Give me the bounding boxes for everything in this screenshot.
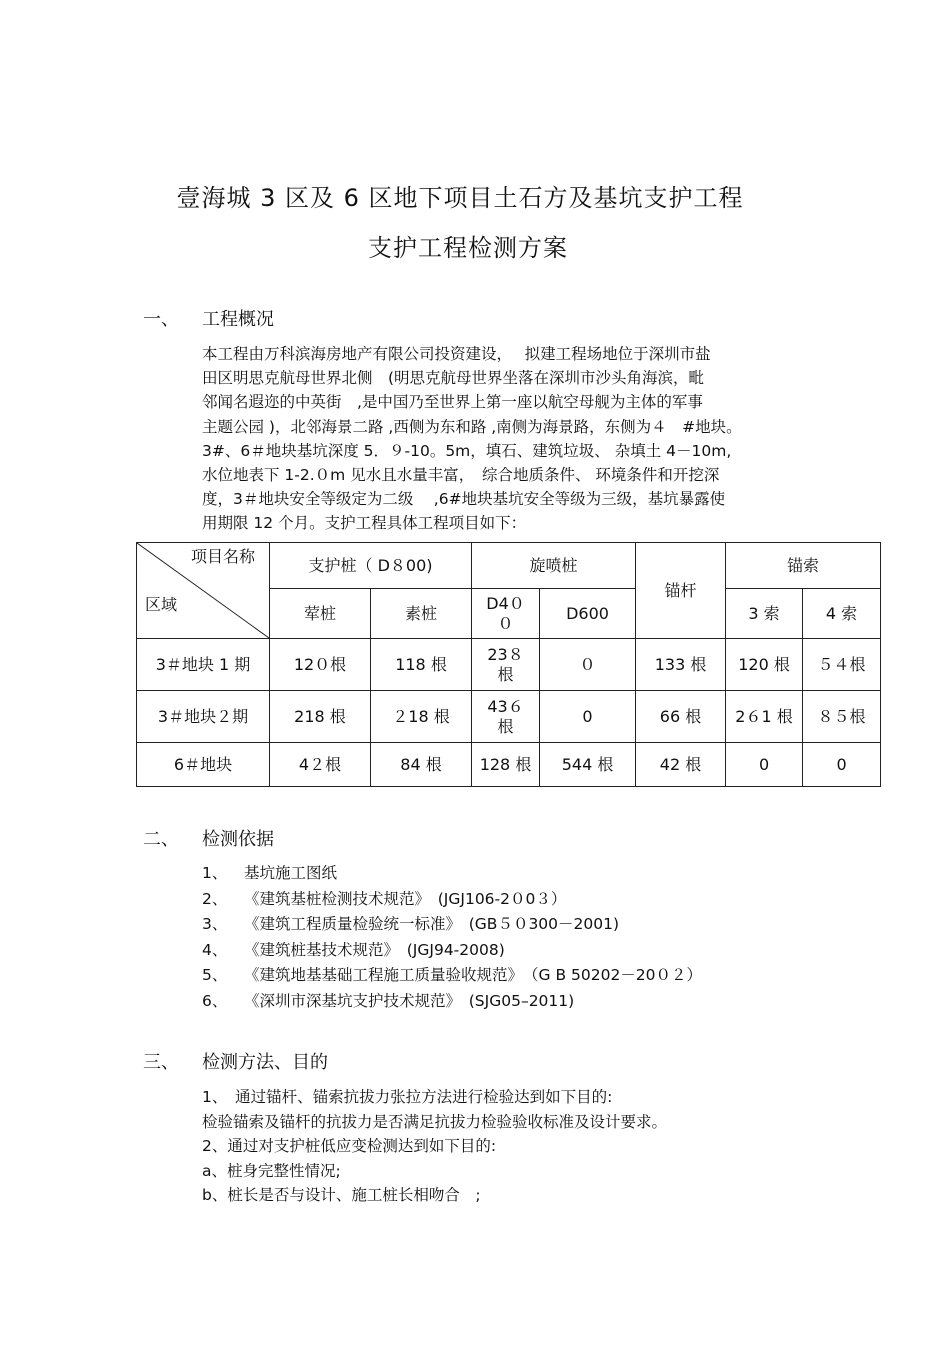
basis-list <box>202 861 702 1014</box>
cell-d600: ０ <box>540 639 636 691</box>
subheader-3-cable: 3 索 <box>726 589 803 639</box>
list-item <box>202 912 702 938</box>
cell-plain-pile: 118 根 <box>371 639 472 691</box>
list-item-text: 《建筑桩基技术规范》 (JGJ94-2008) <box>244 940 505 959</box>
document-title: 壹海城 3 区及 6 区地下项目土石方及基坑支护工程 <box>176 184 744 212</box>
cell-4-cable: ５４根 <box>803 639 881 691</box>
overview-line: 本工程由万科滨海房地产有限公司投资建设， 拟建工程场地位于深圳市盐 <box>202 345 711 363</box>
subheader-d400: D4０ ０ <box>472 589 540 639</box>
section-2-number: 二、 <box>143 829 179 850</box>
list-item-number: 5、 <box>202 966 228 984</box>
cell-4-cable: 0 <box>803 743 881 787</box>
cell-d600: 0 <box>540 691 636 743</box>
cell-area: 3＃地块 1 期 <box>137 639 270 691</box>
section-3-number: 三、 <box>143 1052 179 1073</box>
overview-paragraph <box>202 342 822 536</box>
overview-line: 水位地表下 1-2.０m 见水且水量丰富， 综合地质条件、 环境条件和开挖深 <box>202 466 720 485</box>
method-list <box>202 1085 667 1208</box>
document-subtitle: 支护工程检测方案 <box>368 234 568 262</box>
overview-line: 主题公园 )，北邻海景二路 ,西侧为东和路 ,南侧为海景路，东侧为４ #地块。 <box>202 417 742 436</box>
list-item-number: 3、 <box>202 915 228 933</box>
header-jet-grout-pile: 旋喷桩 <box>472 543 636 589</box>
cell-3-cable: 120 根 <box>726 639 803 691</box>
section-1-title: 工程概况 <box>202 309 274 330</box>
list-item <box>202 963 702 989</box>
method-line: a、桩身完整性情况; <box>202 1161 341 1180</box>
cell-d400: 23８ 根 <box>472 639 540 691</box>
cell-d600: 544 根 <box>540 743 636 787</box>
header-support-pile: 支护桩（ D８00) <box>270 543 472 589</box>
list-item-number: 4、 <box>202 940 228 959</box>
cell-anchor-rod: 42 根 <box>636 743 726 787</box>
table-row <box>137 743 881 787</box>
list-item <box>202 989 702 1015</box>
overview-line: 度，3＃地块安全等级定为二级 ,6#地块基坑安全等级为三级，基坑暴露使 <box>202 490 726 509</box>
list-item-number: 2、 <box>202 889 228 908</box>
table-row <box>137 639 881 691</box>
list-item <box>202 861 702 887</box>
subheader-meat-pile: 荤桩 <box>270 589 371 639</box>
list-item-text: 《建筑地基基础工程施工质量验收规范》 （G B 50202－20０２） <box>244 966 703 984</box>
subheader-d600: D600 <box>540 589 636 639</box>
corner-header-item: 项目名称 <box>190 547 255 566</box>
list-item-text: 《深圳市深基坑支护技术规范》 (SJG05–2011) <box>244 991 575 1010</box>
cell-area: 6＃地块 <box>137 743 270 787</box>
cell-meat-pile: 218 根 <box>270 691 371 743</box>
subheader-4-cable: 4 索 <box>803 589 881 639</box>
list-item-text: 基坑施工图纸 <box>244 864 338 882</box>
overview-line: 用期限 12 个月。支护工程具体工程项目如下： <box>202 514 527 533</box>
method-line: 检验锚索及锚杆的抗拔力是否满足抗拔力检验验收标准及设计要求。 <box>202 1112 668 1131</box>
overview-line: 田区明思克航母世界北侧 (明思克航母世界坐落在深圳市沙头角海滨，毗 <box>202 369 705 388</box>
cell-anchor-rod: 66 根 <box>636 691 726 743</box>
cell-anchor-rod: 133 根 <box>636 639 726 691</box>
overview-line: 邻闻名遐迩的中英街 ,是中国乃至世界上第一座以航空母舰为主体的军事 <box>202 393 703 412</box>
header-anchor-cable: 锚索 <box>726 543 881 589</box>
table-row <box>137 691 881 743</box>
cell-area: 3＃地块２期 <box>137 691 270 743</box>
subheader-plain-pile: 素桩 <box>371 589 472 639</box>
cell-meat-pile: 12０根 <box>270 639 371 691</box>
cell-plain-pile: ２18 根 <box>371 691 472 743</box>
list-item <box>202 887 702 913</box>
section-2-title: 检测依据 <box>202 829 274 850</box>
list-item <box>202 938 702 964</box>
project-table <box>136 542 881 787</box>
cell-d400: 128 根 <box>472 743 540 787</box>
section-3-title: 检测方法、目的 <box>202 1052 328 1073</box>
cell-4-cable: ８５根 <box>803 691 881 743</box>
cell-3-cable: 2６1 根 <box>726 691 803 743</box>
table-corner-cell <box>137 543 270 639</box>
cell-meat-pile: 4２根 <box>270 743 371 787</box>
cell-d400: 43６ 根 <box>472 691 540 743</box>
header-anchor-rod: 锚杆 <box>636 543 726 639</box>
overview-line: 3#、6＃地块基坑深度 5．９-10。5m，填石、建筑垃圾、 杂填土 4－10m, <box>202 441 732 460</box>
method-line: 2、通过对支护桩低应变检测达到如下目的: <box>202 1137 497 1155</box>
cell-plain-pile: 84 根 <box>371 743 472 787</box>
list-item-text: 《建筑基桩检测技术规范》 (JGJ106-2０0３） <box>244 889 567 908</box>
list-item-number: 6、 <box>202 991 228 1010</box>
section-1-number: 一、 <box>143 309 179 330</box>
method-line: 1、 通过锚杆、锚索抗拔力张拉方法进行检验达到如下目的: <box>202 1088 613 1106</box>
cell-3-cable: 0 <box>726 743 803 787</box>
corner-header-area: 区域 <box>145 595 178 614</box>
list-item-text: 《建筑工程质量检验统一标准》 (GB５０300－2001) <box>244 915 620 933</box>
method-line: b、桩长是否与设计、施工桩长相吻合 ; <box>202 1186 481 1204</box>
list-item-number: 1、 <box>202 864 228 882</box>
